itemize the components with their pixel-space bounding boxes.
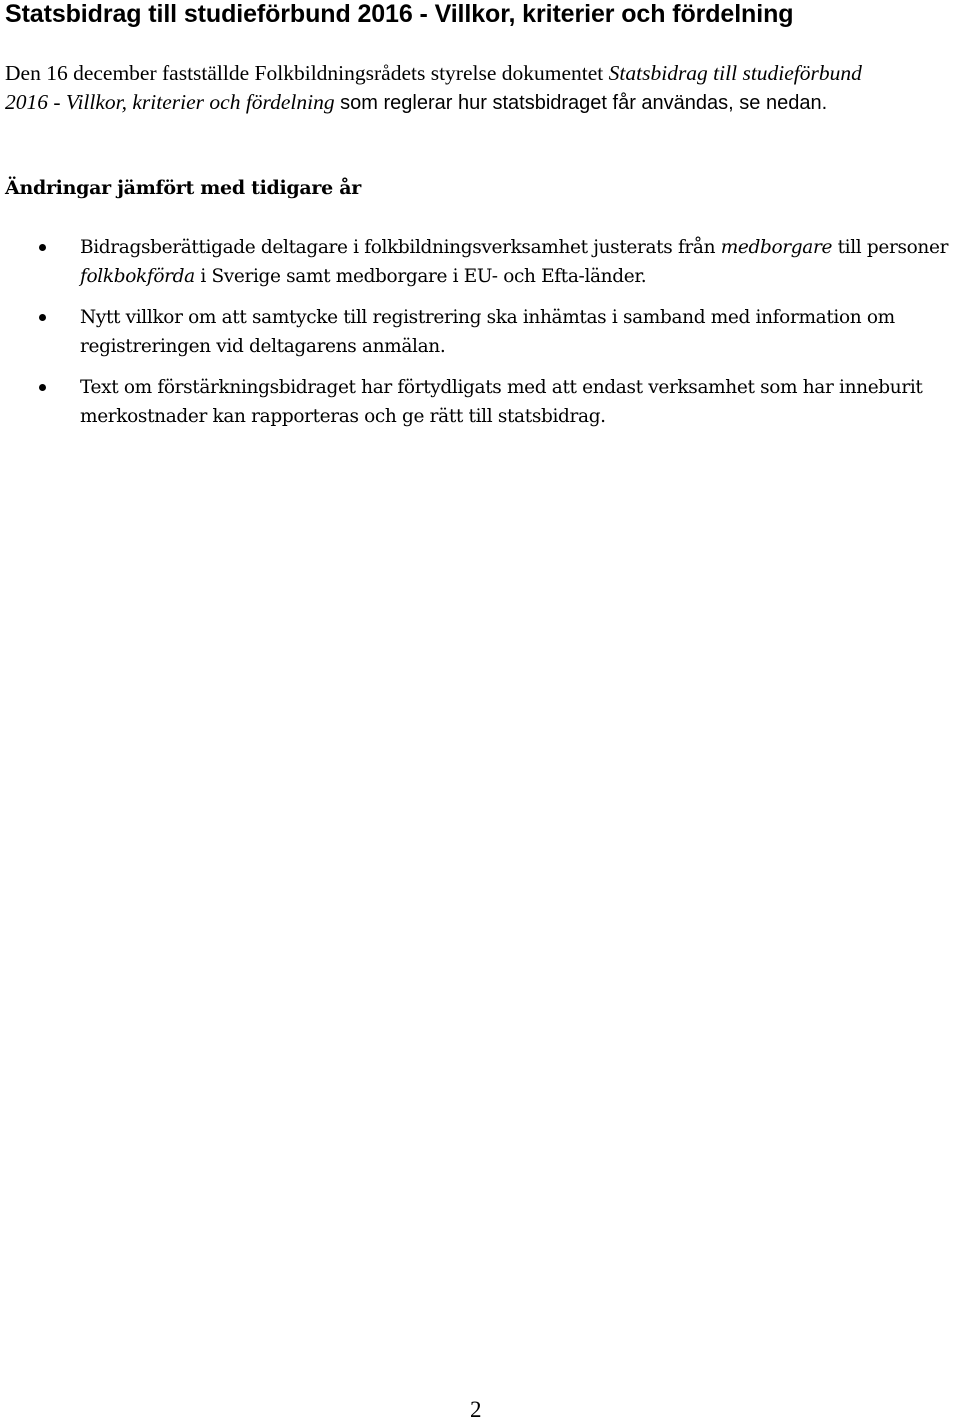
- list-item: [0, 303, 960, 361]
- bullet-icon: [39, 314, 46, 321]
- intro-text-end: som reglerar hur statsbidraget får användas, se nedan.: [334, 92, 828, 114]
- bullet-icon: [39, 384, 46, 391]
- page-number: 2: [470, 1397, 482, 1422]
- list-item: [0, 233, 960, 291]
- intro-text-start: Den 16 december fastställde Folkbildningsrådets styrelse dokumentet: [5, 61, 609, 85]
- intro-document-name: Statsbidrag till studieförbund 2016 - Villkor, kriterier och fördelning: [5, 61, 862, 114]
- bullet-icon: [39, 244, 46, 251]
- list-item-emphasis: medborgare: [720, 237, 833, 258]
- list-item-emphasis: folkbokförda: [80, 266, 195, 287]
- intro-paragraph: [5, 59, 905, 118]
- changes-list: [0, 233, 960, 443]
- list-item-text: i Sverige samt medborgare i EU- och Efta-länder.: [194, 266, 647, 287]
- changes-heading: Ändringar jämfört med tidigare år: [5, 177, 361, 199]
- list-item-text: Bidragsberättigade deltagare i folkbildningsverksamhet justerats från: [80, 237, 721, 258]
- list-item-text: till personer: [832, 237, 949, 258]
- list-item: [0, 373, 960, 431]
- list-item-text: Nytt villkor om att samtycke till registrering ska inhämtas i samband med information om registreringen vid deltagarens anmälan.: [80, 307, 895, 357]
- page-title: Statsbidrag till studieförbund 2016 - Villkor, kriterier och fördelning: [5, 0, 794, 28]
- list-item-text: Text om förstärkningsbidraget har förtydligats med att endast verksamhet som har inneburit merkostnader kan rapporteras och ge rätt till statsbidrag.: [80, 377, 923, 427]
